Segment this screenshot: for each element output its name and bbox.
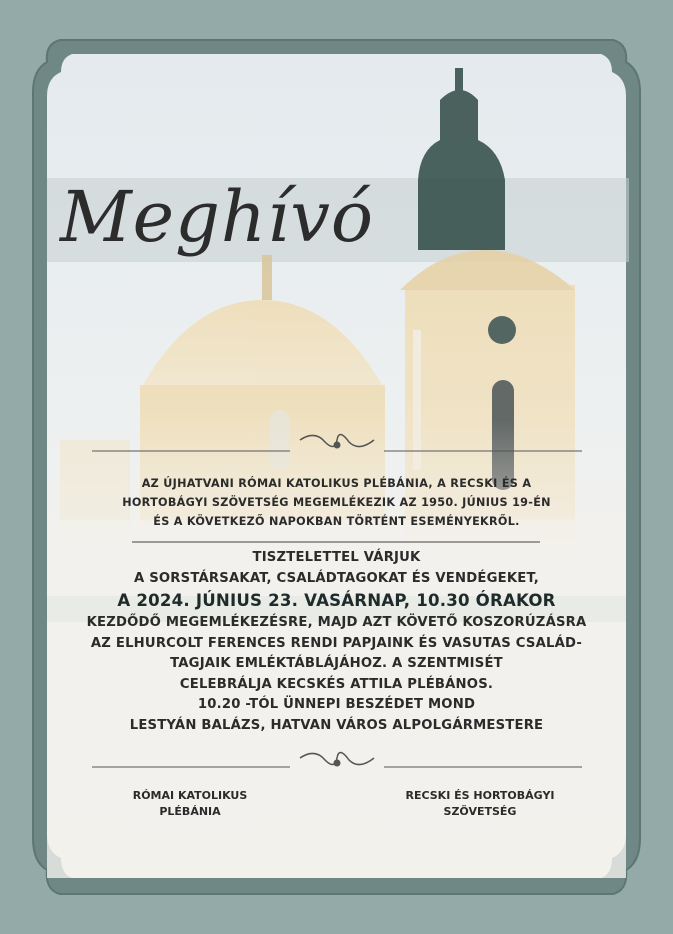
signature-right	[370, 788, 590, 820]
main-line: LESTYÁN BALÁZS, HATVAN VÁROS ALPOLGÁRMESTERE	[129, 717, 544, 733]
page-title: Meghívó	[60, 176, 375, 258]
main-line: 10.20 -TÓL ÜNNEPI BESZÉDET MOND	[197, 697, 476, 712]
event-date-line: A 2024. JÚNIUS 23. VASÁRNAP, 10.30 ÓRAKOR	[117, 591, 556, 610]
main-line: TISZTELETTEL VÁRJUK	[252, 550, 421, 565]
main-line: TAGJAIK EMLÉKTÁBLÁJÁHOZ. A SZENTMISÉT	[170, 656, 503, 671]
intro-text	[70, 474, 603, 531]
signature-left	[80, 788, 300, 820]
signature-line: PLÉBÁNIA	[159, 805, 221, 818]
signature-line: RÓMAI KATOLIKUS	[132, 789, 248, 802]
main-text	[70, 548, 603, 736]
main-line: A SORSTÁRSAKAT, CSALÁDTAGOKAT ÉS VENDÉGEKET,	[134, 570, 539, 586]
main-line: AZ ELHURCOLT FERENCES RENDI PAPJAINK ÉS VASUTAS CSALÁD-	[90, 635, 583, 651]
main-line: KEZDŐDŐ MEGEMLÉKEZÉSRE, MAJD AZT KÖVETŐ KOSZORÚZÁSRA	[86, 615, 587, 630]
intro-line: HORTOBÁGYI SZÖVETSÉG MEGEMLÉKEZIK AZ 1950. JÚNIUS 19-ÉN	[122, 496, 551, 509]
main-line: CELEBRÁLJA KECSKÉS ATTILA PLÉBÁNOS.	[179, 676, 494, 692]
intro-line: AZ ÚJHATVANI RÓMAI KATOLIKUS PLÉBÁNIA, A RECSKI ÉS A	[141, 477, 532, 490]
signature-line: RECSKI ÉS HORTOBÁGYI	[405, 789, 555, 802]
intro-line: ÉS A KÖVETKEZŐ NAPOKBAN TÖRTÉNT ESEMÉNYEKRŐL.	[153, 515, 520, 528]
signature-line: SZÖVETSÉG	[443, 805, 517, 818]
